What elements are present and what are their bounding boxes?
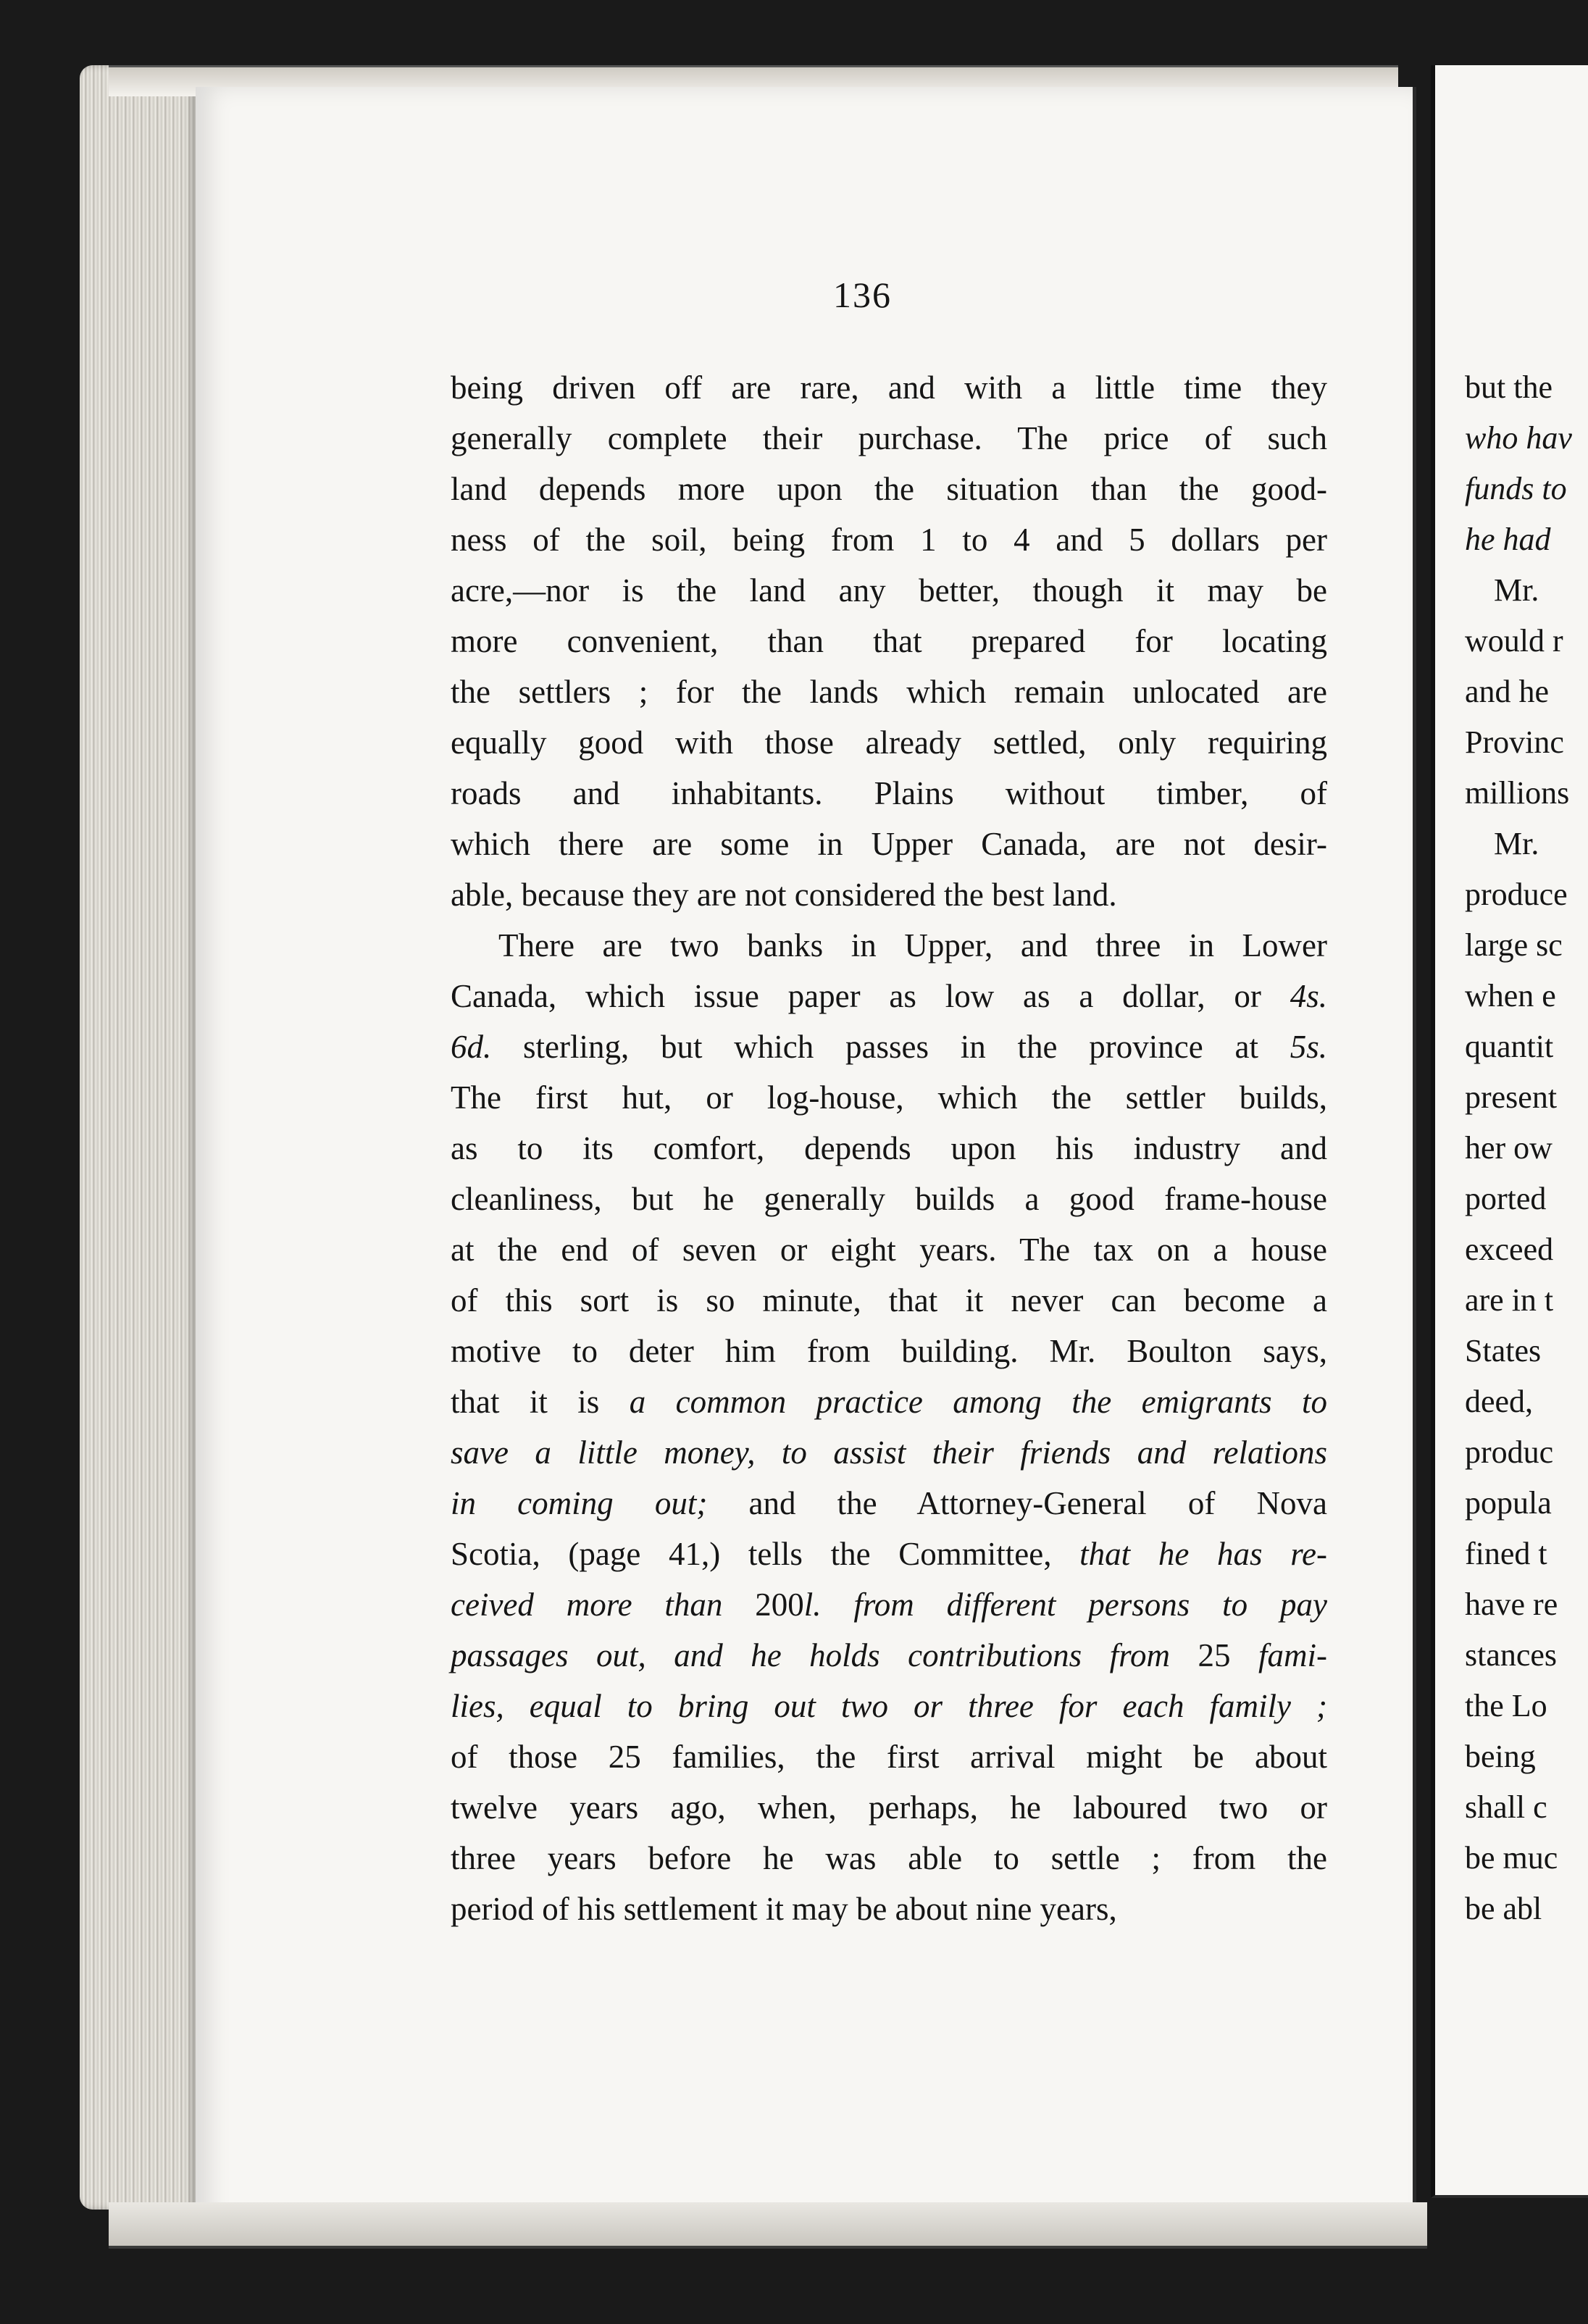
right-text-line: large sc	[1465, 927, 1563, 963]
page-number: 136	[833, 275, 892, 315]
text-line	[451, 1833, 1327, 1884]
text-line	[451, 1174, 1327, 1224]
italic-segment: that he has re-	[1079, 1536, 1327, 1572]
italic-segment: fami-	[1230, 1637, 1327, 1673]
text-segment: cleanliness, but he generally builds a good frame-house	[451, 1181, 1327, 1217]
right-text-line: quantit	[1465, 1029, 1554, 1064]
right-text-line: when e	[1465, 978, 1556, 1013]
text-segment: sterling, but which passes in the province at	[491, 1029, 1290, 1065]
text-segment: more convenient, than that prepared for locating	[451, 623, 1327, 659]
text-segment: the settlers ; for the lands which remain unlocated are	[451, 674, 1327, 710]
text-line	[451, 1123, 1327, 1174]
book-page-edges	[80, 65, 196, 2210]
text-line	[451, 869, 1327, 920]
right-text-line: funds to	[1465, 471, 1567, 506]
text-segment: as to its comfort, depends upon his industry and	[451, 1130, 1327, 1166]
text-segment: which there are some in Upper Canada, are not desir-	[451, 826, 1327, 862]
text-line	[451, 413, 1327, 464]
text-line	[451, 514, 1327, 565]
text-line	[451, 1884, 1327, 1934]
right-text-line: millions	[1465, 775, 1570, 811]
text-segment: of those 25 families, the first arrival might be about	[451, 1739, 1327, 1775]
text-line	[451, 1681, 1327, 1731]
text-line	[451, 717, 1327, 768]
text-line	[451, 1427, 1327, 1478]
italic-segment: ceived more than	[451, 1587, 756, 1623]
right-text-line: Mr.	[1494, 826, 1539, 861]
text-segment: that it is	[451, 1384, 630, 1420]
right-text-line: her ow	[1465, 1130, 1553, 1166]
text-segment: being driven off are rare, and with a little time they	[451, 369, 1327, 406]
text-segment: three years before he was able to settle ; from the	[451, 1840, 1327, 1876]
book-bottom-edge	[109, 2202, 1427, 2249]
text-segment: 25	[1198, 1637, 1231, 1673]
text-segment: motive to deter him from building. Mr. Boulton says,	[451, 1333, 1327, 1369]
italic-segment: l. from different persons to pay	[803, 1587, 1327, 1623]
italic-segment: save a little money, to assist their friends and relations	[451, 1434, 1327, 1471]
right-text-line: States	[1465, 1333, 1542, 1368]
text-line	[451, 616, 1327, 666]
text-line	[451, 565, 1327, 616]
text-segment: There are two banks in Upper, and three in Lower	[498, 927, 1327, 964]
text-segment: twelve years ago, when, perhaps, he laboured two or	[451, 1789, 1327, 1826]
text-segment: 200	[755, 1587, 804, 1623]
text-line	[451, 1529, 1327, 1579]
right-text-line: are in t	[1465, 1282, 1554, 1318]
right-text-line: be muc	[1465, 1840, 1558, 1876]
text-segment: roads and inhabitants. Plains without timber, of	[451, 775, 1327, 811]
text-segment: of this sort is so minute, that it never can become a	[451, 1282, 1327, 1318]
right-text-line: shall c	[1465, 1789, 1547, 1825]
right-text-line: and he	[1465, 674, 1550, 709]
right-text-line: produc	[1465, 1434, 1554, 1470]
text-line	[451, 1224, 1327, 1275]
text-segment: acre,—nor is the land any better, though it may be	[451, 572, 1327, 609]
right-page-text	[1465, 362, 1588, 1934]
italic-segment: 5s.	[1290, 1029, 1327, 1065]
right-text-line: who hav	[1465, 420, 1572, 456]
text-line	[451, 920, 1327, 971]
text-line	[451, 1630, 1327, 1681]
text-line	[451, 362, 1327, 413]
italic-segment: 6d.	[451, 1029, 492, 1065]
italic-segment: in coming out;	[451, 1485, 708, 1521]
text-segment: Canada, which issue paper as low as a dollar, or	[451, 978, 1290, 1014]
text-segment: able, because they are not considered the best land.	[451, 877, 1117, 913]
text-line	[451, 1072, 1327, 1123]
italic-segment: lies, equal to bring out two or three for each family ;	[451, 1688, 1327, 1724]
text-line	[451, 1731, 1327, 1782]
right-text-line: he had	[1465, 522, 1551, 557]
text-line	[451, 819, 1327, 869]
text-segment: equally good with those already settled, only requiring	[451, 724, 1327, 761]
right-text-line: being	[1465, 1739, 1536, 1774]
italic-segment: a common practice among the emigrants to	[629, 1384, 1327, 1420]
right-text-line: be abl	[1465, 1891, 1542, 1926]
right-text-line: stances	[1465, 1637, 1558, 1673]
right-text-line: Mr.	[1494, 572, 1539, 608]
text-segment: period of his settlement it may be about nine years,	[451, 1891, 1117, 1927]
text-line	[451, 971, 1327, 1021]
text-line	[451, 1478, 1327, 1529]
text-line	[451, 1275, 1327, 1326]
right-text-line: ported	[1465, 1181, 1547, 1216]
text-line	[451, 1579, 1327, 1630]
text-line	[451, 1376, 1327, 1427]
right-text-line: deed,	[1465, 1384, 1534, 1419]
text-line	[451, 666, 1327, 717]
text-line	[451, 768, 1327, 819]
italic-segment: passages out, and he holds contributions from	[451, 1637, 1198, 1673]
right-text-line: fined t	[1465, 1536, 1547, 1571]
right-text-line: Provinc	[1465, 724, 1564, 760]
text-segment: Scotia, (page 41,) tells the Committee,	[451, 1536, 1080, 1572]
right-text-line: but the	[1465, 369, 1553, 405]
right-text-line: produce	[1465, 877, 1568, 912]
text-segment: land depends more upon the situation than the good-	[451, 471, 1327, 507]
text-line	[451, 1326, 1327, 1376]
right-text-line: the Lo	[1465, 1688, 1547, 1723]
text-segment: The first hut, or log-house, which the settler builds,	[451, 1079, 1327, 1116]
italic-segment: 4s.	[1290, 978, 1327, 1014]
text-line	[451, 1782, 1327, 1833]
right-text-line: would r	[1465, 623, 1563, 659]
text-segment: and the Attorney-General of Nova	[707, 1485, 1327, 1521]
text-segment: ness of the soil, being from 1 to 4 and 5 dollars per	[451, 522, 1327, 558]
right-text-line: popula	[1465, 1485, 1552, 1521]
right-text-line: present	[1465, 1079, 1558, 1115]
text-line	[451, 464, 1327, 514]
text-segment: at the end of seven or eight years. The tax on a house	[451, 1232, 1327, 1268]
text-line	[451, 1021, 1327, 1072]
left-page-text	[451, 362, 1327, 1934]
right-page-bottom-edge	[1431, 2152, 1588, 2198]
right-text-line: exceed	[1465, 1232, 1554, 1267]
right-text-line: have re	[1465, 1587, 1558, 1622]
text-segment: generally complete their purchase. The price of such	[451, 420, 1327, 456]
